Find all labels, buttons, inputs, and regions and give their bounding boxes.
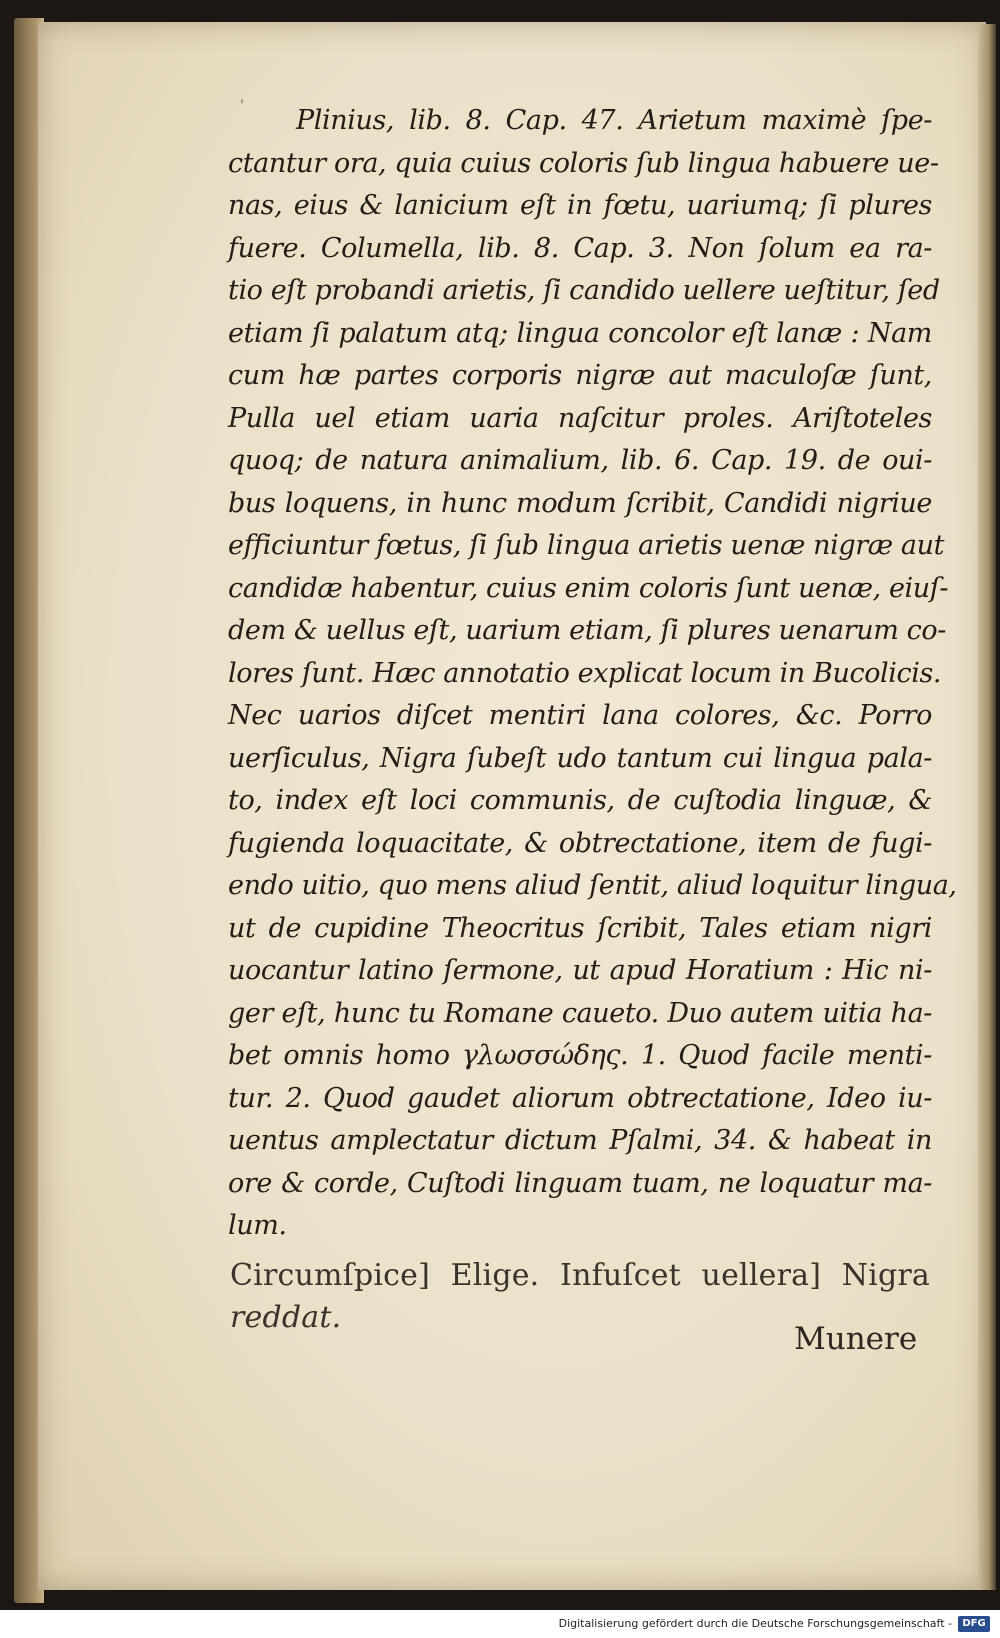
text-line: uentus amplectatur dictum Pſalmi, 34. & habeat in xyxy=(228,1125,932,1156)
text-line: efficiuntur fœtus, ſi ſub lingua arietis uenæ nigræ aut xyxy=(228,530,945,561)
text-line: fugienda loquacitate, & obtrectatione, item de fugi- xyxy=(228,827,932,859)
text-line: candidæ habentur, cuius enim coloris ſunt uenæ, eiuſ- xyxy=(228,572,949,604)
commentary-text xyxy=(228,100,957,1248)
text-line: ut de cupidine Theocritus ſcribit, Tales etiam nigri xyxy=(228,912,932,944)
text-line: fuere. Columella, lib. 8. Cap. 3. Non ſolum ea ra- xyxy=(228,232,932,264)
footer-bar xyxy=(0,1612,1000,1638)
text-line: Plinius, lib. 8. Cap. 47. Arietum maximè ſpe- xyxy=(296,105,932,136)
text-line: endo uitio, quo mens aliud ſentit, aliud loquitur lingua, xyxy=(228,870,957,901)
text-line: to, index eſt loci communis, de cuſtodia linguæ, & xyxy=(228,785,932,816)
text-line: quoq; de natura animalium, lib. 6. Cap. 19. de oui- xyxy=(228,445,932,476)
text-line: tur. 2. Quod gaudet aliorum obtrectatione, Ideo iu- xyxy=(228,1082,932,1114)
gloss-line: reddat. xyxy=(230,1300,342,1335)
text-line: bus loquens, in hunc modum ſcribit, Candidi nigriue xyxy=(228,487,932,519)
text-line: nas, eius & lanicium eſt in fœtu, uariumq; ſi plures xyxy=(228,190,932,221)
text-line: cum hæ partes corporis nigræ aut maculoſæ ſunt, xyxy=(228,360,932,391)
text-line: lum. xyxy=(228,1210,287,1241)
text-line: dem & uellus eſt, uarium etiam, ſi plures uenarum co- xyxy=(228,615,946,646)
text-line: ger eſt, hunc tu Romane caueto. Duo autem uitia ha- xyxy=(228,997,932,1029)
text-line: ore & corde, Cuſtodi linguam tuam, ne loquatur ma- xyxy=(228,1167,932,1199)
text-line: tio eſt probandi arietis, ſi candido uellere ueſtitur, ſed xyxy=(228,275,940,306)
dfg-logo: DFG xyxy=(958,1616,990,1632)
funding-credit: Digitalisierung gefördert durch die Deutsche Forschungsgemeinschaft - xyxy=(558,1617,952,1630)
text-line: uocantur latino ſermone, ut apud Horatium : Hic ni- xyxy=(228,955,932,986)
text-line: uerſiculus, Nigra ſubeſt udo tantum cui lingua pala- xyxy=(228,742,932,774)
page-right-edge xyxy=(978,24,996,1590)
text-line: etiam ſi palatum atq; lingua concolor eſt lanæ : Nam xyxy=(228,317,932,349)
text-line: bet omnis homo γλωσσώδης. 1. Quod facile menti- xyxy=(228,1040,932,1071)
text-line: ctantur ora, quia cuius coloris ſub lingua habuere ue- xyxy=(228,147,939,179)
text-line: lores ſunt. Hæc annotatio explicat locum in Bucolicis. xyxy=(228,657,942,689)
gloss-line: Circumſpice] Elige. Infuſcet uellera] Nigra xyxy=(230,1258,930,1293)
page-mark: ' xyxy=(240,98,244,114)
text-line: Nec uarios diſcet mentiri lana colores, &c. Porro xyxy=(228,700,932,731)
catchword: Munere xyxy=(794,1321,918,1357)
text-line: Pulla uel etiam uaria naſcitur proles. Ariſtoteles xyxy=(228,402,932,434)
